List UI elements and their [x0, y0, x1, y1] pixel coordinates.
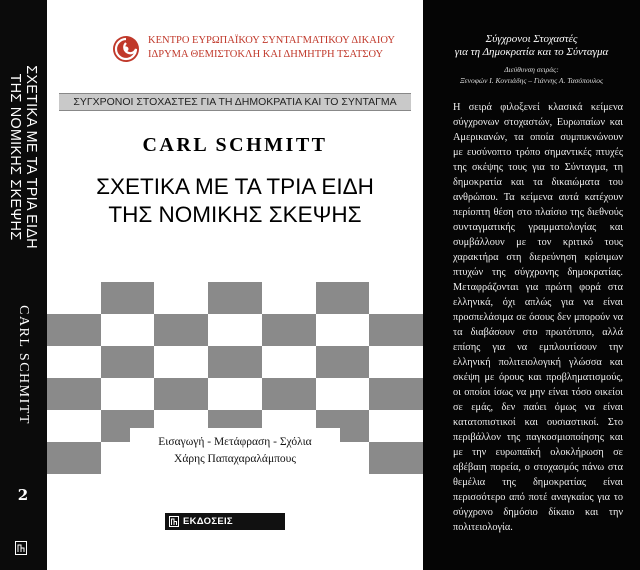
checker-square: [47, 378, 101, 410]
book-title-line1: ΣΧΕΤΙΚΑ ΜΕ ΤΑ ΤΡΙΑ ΕΙΔΗ: [96, 174, 374, 199]
series-band: ΣΥΓΧΡΟΝΟΙ ΣΤΟΧΑΣΤΕΣ ΓΙΑ ΤΗ ΔΗΜΟΚΡΑΤΙΑ ΚΑΙ ΤΟ ΣΥΝΤΑΓΜΑ: [59, 93, 411, 111]
checker-square: [154, 314, 208, 346]
checker-square: [208, 282, 262, 314]
publisher-monogram-icon: [15, 541, 27, 555]
checker-square: [208, 346, 262, 378]
checker-square: [369, 314, 423, 346]
credits-box: [130, 428, 340, 482]
publisher-name: ΕΚΔΟΣΕΙΣ ΠΑΠΑΖΗΣΗ: [183, 516, 239, 544]
back-series-title: [423, 33, 640, 59]
spine-title: [4, 12, 42, 302]
checker-square: [262, 282, 316, 314]
spine-title-line2: ΤΗΣ ΝΟΜΙΚΗΣ ΣΚΕΨΗΣ: [7, 73, 23, 241]
back-blurb: Η σειρά φιλοξενεί κλασικά κείμενα σύγχρονων στοχαστών, Ευρωπαίων και Αμερικανών, τα οποία συμπυκνώνουν με ευσύνοπτο τρόπο σημαντικές πτυχές της σκέψης τους για το Σύνταγμα, τη δημοκρατία και τα δικαιώματα του ανθρώπου. Τα κείμενα αυτά κατέχουν περίοπτη θέση στο πλαίσιο της διεθνούς συνταγματικής γραμματολογίας και συμβάλλουν με τον κριτικό τους χαρακτήρα στη διερεύνηση κρίσιμων πτυχών της σύγχρονης δημοκρατίας. Μεταφράζονται για πρώτη φορά στα ελληνικά, όχι απλώς για να είναι προσπελάσιμα σε όσους δεν μπορούν να τα διαβάσουν στο πρωτότυπο, αλλά επίσης για να εμπλουτίσουν την ελληνική πολιτειολογική γλώσσα και σκέψη με όρους και προβληματισμούς, οι οποίοι ίσως να μην είναι τόσο οικείοι σε εμάς, δεν παύει όμως να είναι κατατοπιστικοί και ουσιαστικοί. Στο περιβάλλον της παγκοσμιοποίησης και με την ευρωπαϊκή ολοκλήρωση σε αβέβαιη πορεία, ο στοχασμός πάνω στα θεμέλια της δημοκρατίας είναι περισσότερο από ποτέ αναγκαίος για το σύγχρονο δημόσιο δίκαιο και την πολιτειολογία.: [453, 102, 623, 533]
checker-square: [262, 346, 316, 378]
checker-square: [47, 314, 101, 346]
checker-square: [262, 378, 316, 410]
checker-square: [369, 346, 423, 378]
checker-square: [154, 282, 208, 314]
book-spine: [0, 0, 47, 570]
checker-square: [316, 282, 370, 314]
front-cover: [47, 0, 423, 570]
checker-square: [101, 378, 155, 410]
publisher-monogram-icon: [169, 516, 179, 527]
checker-square: [262, 314, 316, 346]
institution-line2: ΙΔΡΥΜΑ ΘΕΜΙΣΤΟΚΛΗ ΚΑΙ ΔΗΜΗΤΡΗ ΤΣΑΤΣΟΥ: [148, 49, 384, 60]
spine-author-text: CARL SCHMITT: [16, 305, 31, 425]
series-editors: [423, 64, 640, 86]
checker-square: [316, 346, 370, 378]
publisher-label: [165, 513, 285, 544]
checker-square: [101, 282, 155, 314]
book-author: CARL SCHMITT: [142, 134, 328, 156]
credits-role: Εισαγωγή - Μετάφραση - Σχόλια: [158, 436, 312, 448]
checker-square: [369, 410, 423, 442]
back-series-line2: για τη Δημοκρατία και το Σύνταγμα: [454, 46, 609, 58]
checker-square: [47, 410, 101, 442]
checker-square: [47, 282, 101, 314]
book-title: [47, 173, 423, 229]
checker-square: [101, 314, 155, 346]
spine-author: [8, 300, 38, 430]
back-cover: [423, 0, 640, 570]
checker-square: [369, 378, 423, 410]
institution-name: [148, 34, 395, 62]
checker-square: [369, 442, 423, 474]
series-editors-label: Διεύθυνση σειράς:: [504, 65, 559, 74]
checker-square: [47, 442, 101, 474]
checker-square: [316, 378, 370, 410]
checker-square: [154, 346, 208, 378]
book-title-line2: ΤΗΣ ΝΟΜΙΚΗΣ ΣΚΕΨΗΣ: [108, 202, 362, 227]
credits-person: Χάρης Παπαχαραλάμπους: [174, 453, 296, 465]
checker-square: [208, 378, 262, 410]
checker-square: [47, 346, 101, 378]
spine-volume-number: 2: [17, 486, 29, 504]
swirl-logo-icon: [112, 35, 140, 63]
checker-square: [208, 314, 262, 346]
checker-square: [369, 282, 423, 314]
back-series-line1: Σύγχρονοι Στοχαστές: [485, 33, 578, 45]
checker-square: [101, 346, 155, 378]
spine-title-line1: ΣΧΕΤΙΚΑ ΜΕ ΤΑ ΤΡΙΑ ΕΙΔΗ: [23, 65, 39, 249]
checker-square: [316, 314, 370, 346]
checker-square: [154, 378, 208, 410]
institution-line1: ΚΕΝΤΡΟ ΕΥΡΩΠΑΪΚΟΥ ΣΥΝΤΑΓΜΑΤΙΚΟΥ ΔΙΚΑΙΟΥ: [148, 35, 395, 46]
series-editors-names: Ξενοφών Ι. Κοντιάδης – Γιάννης Α. Τασόπουλος: [459, 76, 604, 85]
